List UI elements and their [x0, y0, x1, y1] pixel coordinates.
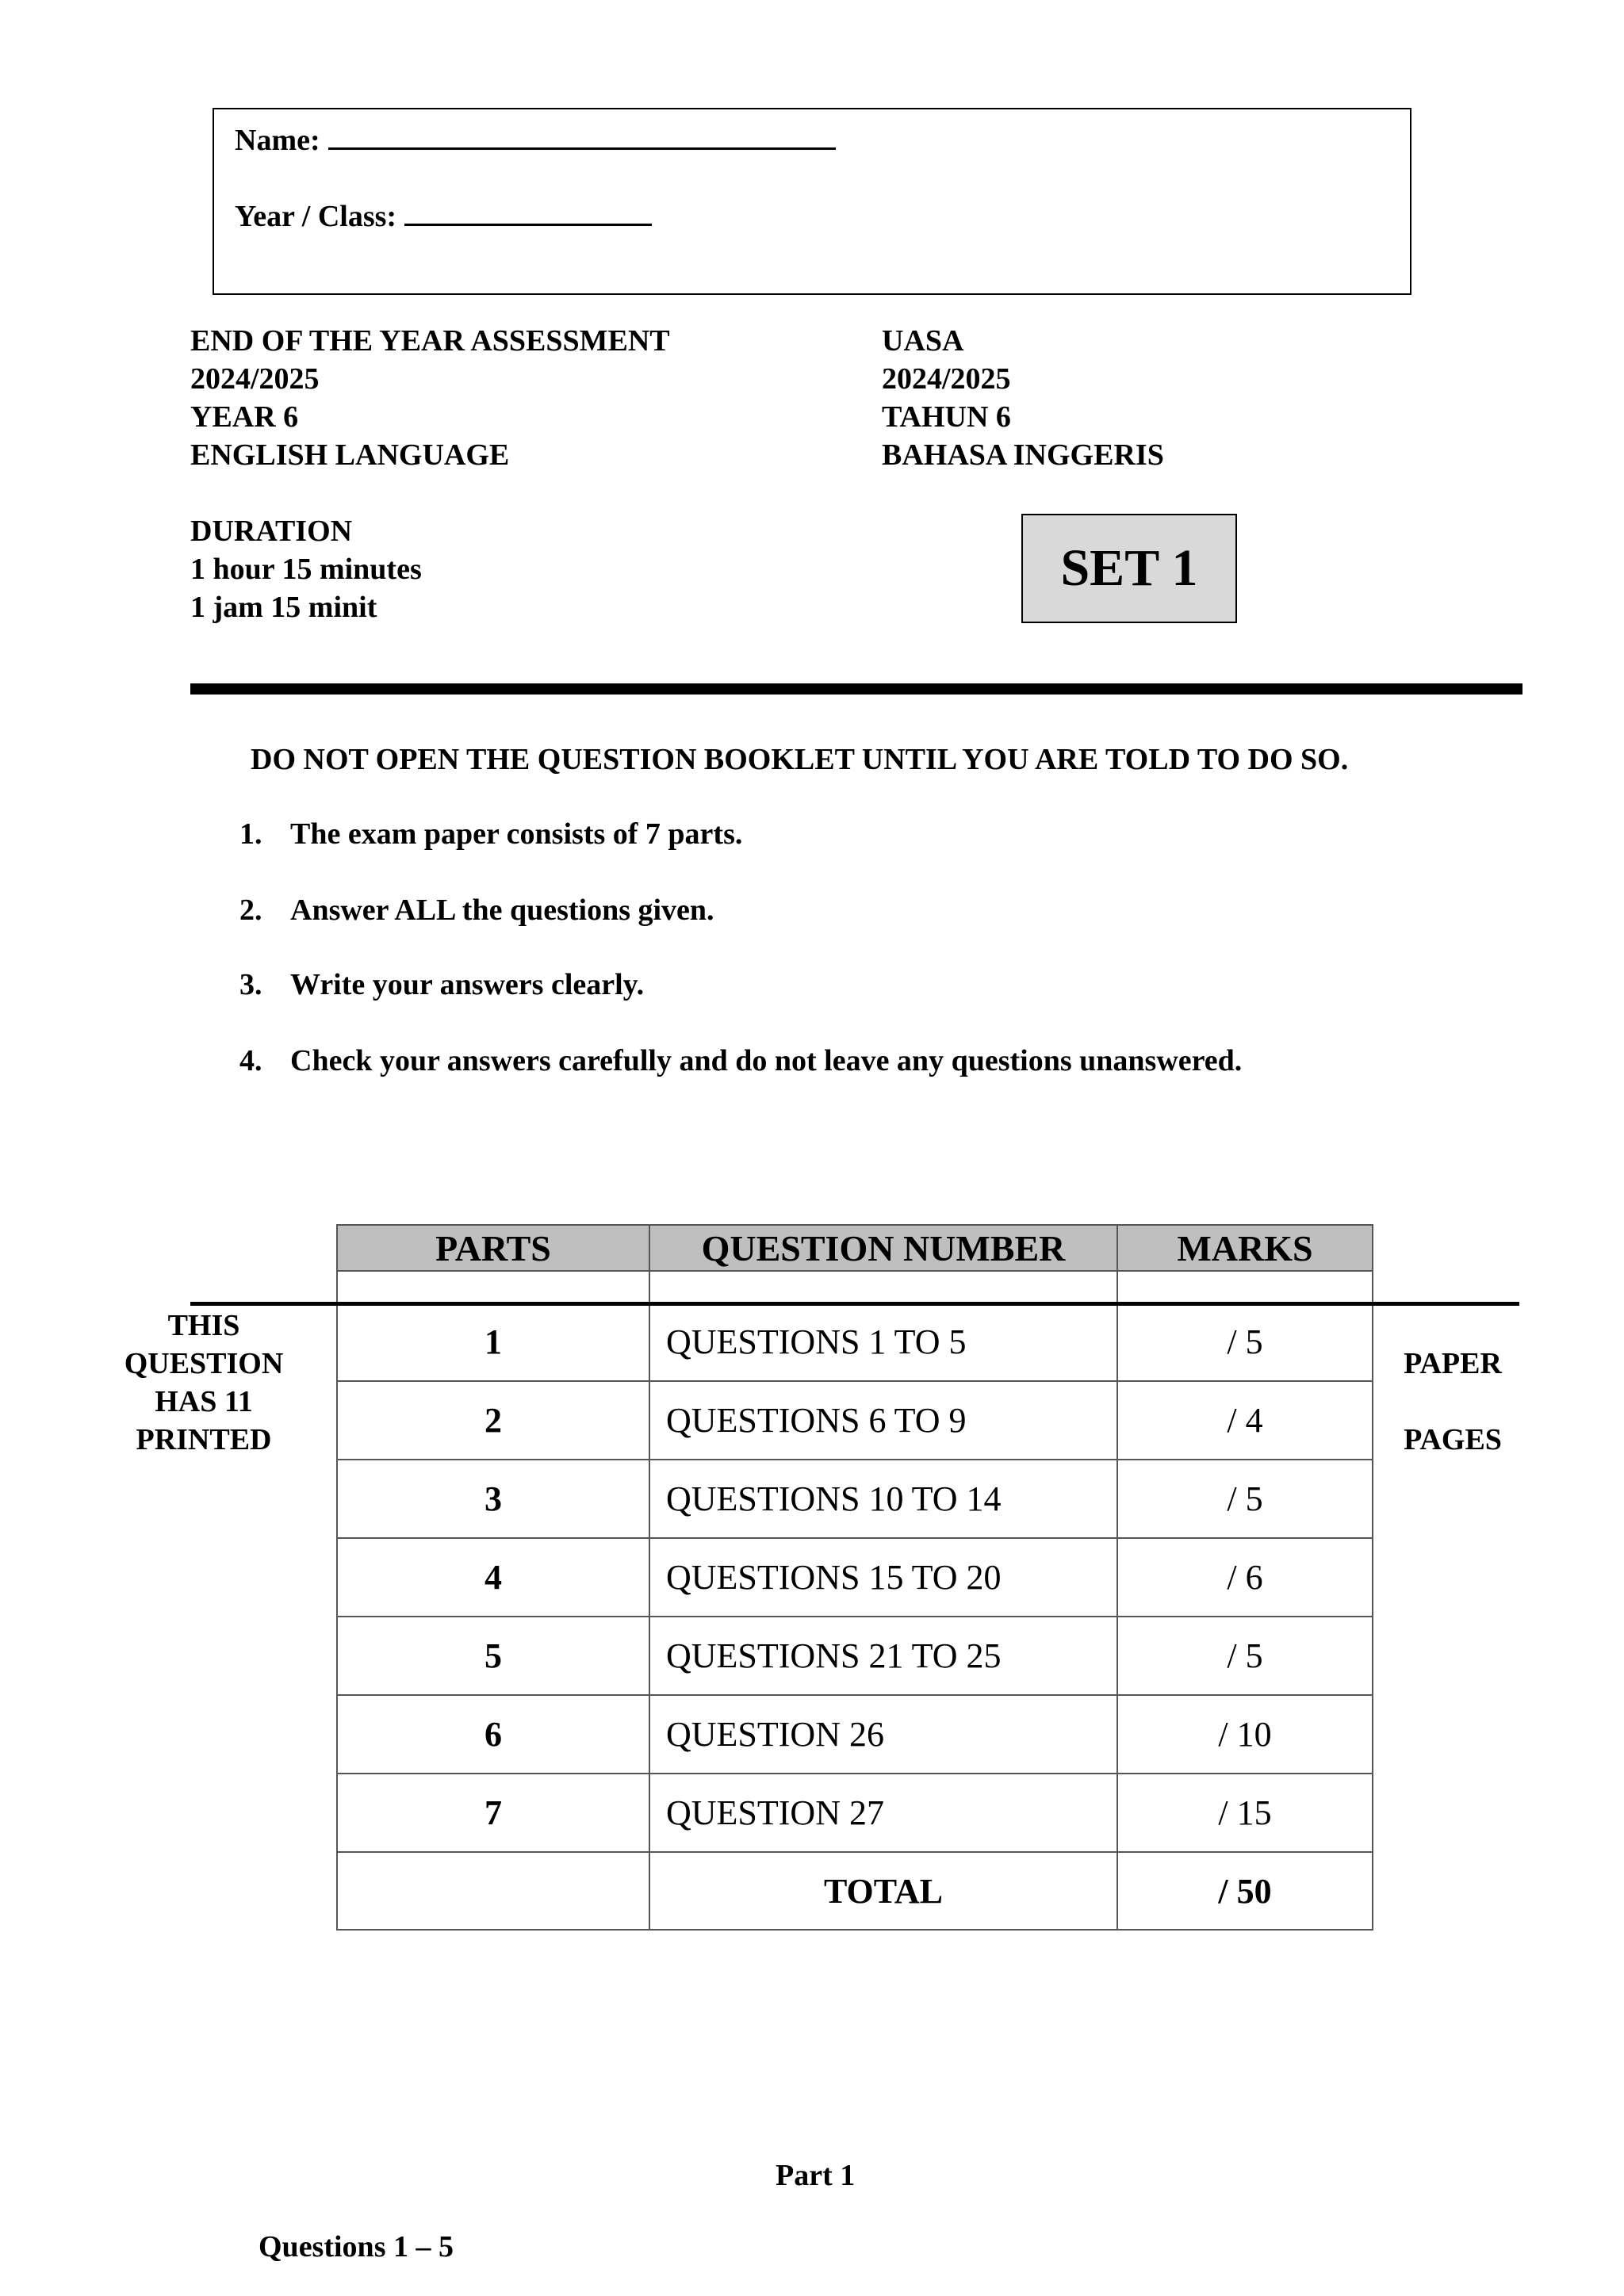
questions-range: Questions 1 – 5	[259, 2230, 454, 2263]
table-row: 7 QUESTION 27 / 15	[337, 1774, 1373, 1852]
table-header-row	[337, 1225, 1373, 1271]
page-count-left: THIS QUESTION HAS 11 PRINTED	[124, 1309, 284, 1456]
marks-cell[interactable]: / 15	[1117, 1774, 1373, 1852]
table-total-row	[337, 1852, 1373, 1930]
total-marks[interactable]: / 50	[1117, 1852, 1373, 1930]
student-info-box	[213, 108, 1411, 295]
assessment-grade-malay: TAHUN 6	[882, 400, 1011, 434]
page-count-right: PAPER PAGES	[1404, 1347, 1502, 1456]
table-row: 1 QUESTIONS 1 TO 5 / 5	[337, 1303, 1373, 1381]
class-row	[235, 197, 652, 234]
name-field[interactable]	[328, 121, 836, 150]
assessment-title: END OF THE YEAR ASSESSMENT	[190, 324, 670, 358]
assessment-subject: ENGLISH LANGUAGE	[190, 438, 510, 472]
total-label: TOTAL	[649, 1852, 1117, 1930]
table-row: 3 QUESTIONS 10 TO 14 / 5	[337, 1460, 1373, 1538]
name-row	[235, 121, 836, 158]
marks-cell[interactable]: / 5	[1117, 1617, 1373, 1695]
column-header-parts: PARTS	[337, 1225, 649, 1271]
assessment-title-malay: UASA	[882, 324, 964, 358]
marks-table	[336, 1224, 1373, 1931]
table-spacer-row	[337, 1271, 1373, 1303]
set-label-box	[1021, 514, 1237, 623]
table-divider	[190, 1302, 1519, 1306]
header-left	[190, 322, 670, 474]
column-header-question-number: QUESTION NUMBER	[649, 1225, 1117, 1271]
duration-malay: 1 jam 15 minit	[190, 591, 377, 624]
column-header-marks: MARKS	[1117, 1225, 1373, 1271]
divider	[190, 683, 1522, 695]
warning-text: DO NOT OPEN THE QUESTION BOOKLET UNTIL YOU ARE TOLD TO DO SO.	[251, 743, 1349, 776]
assessment-grade: YEAR 6	[190, 400, 299, 434]
marks-cell[interactable]: / 10	[1117, 1695, 1373, 1774]
set-label: SET 1	[1060, 539, 1198, 597]
instruction-item: 4. Check your answers carefully and do not leave any questions unanswered.	[239, 1044, 1243, 1077]
marks-cell[interactable]: / 5	[1117, 1460, 1373, 1538]
marks-cell[interactable]: / 6	[1117, 1538, 1373, 1617]
class-label: Year / Class:	[235, 200, 397, 233]
duration-block	[190, 512, 422, 626]
assessment-subject-malay: BAHASA INGGERIS	[882, 438, 1164, 472]
table-row: 2 QUESTIONS 6 TO 9 / 4	[337, 1381, 1373, 1460]
instruction-item: 1. The exam paper consists of 7 parts.	[239, 817, 743, 851]
instruction-item: 2. Answer ALL the questions given.	[239, 894, 714, 927]
assessment-year: 2024/2025	[190, 362, 320, 396]
marks-cell[interactable]: / 4	[1117, 1381, 1373, 1460]
table-row: 6 QUESTION 26 / 10	[337, 1695, 1373, 1774]
duration-label: DURATION	[190, 515, 353, 548]
instruction-item: 3. Write your answers clearly.	[239, 968, 645, 1001]
marks-cell[interactable]: / 5	[1117, 1303, 1373, 1381]
part-heading: Part 1	[776, 2159, 856, 2192]
header-right	[882, 322, 1164, 474]
name-label: Name:	[235, 124, 320, 157]
class-field[interactable]	[404, 197, 652, 226]
table-row: 4 QUESTIONS 15 TO 20 / 6	[337, 1538, 1373, 1617]
duration-english: 1 hour 15 minutes	[190, 553, 422, 586]
table-row: 5 QUESTIONS 21 TO 25 / 5	[337, 1617, 1373, 1695]
assessment-year-malay: 2024/2025	[882, 362, 1011, 396]
